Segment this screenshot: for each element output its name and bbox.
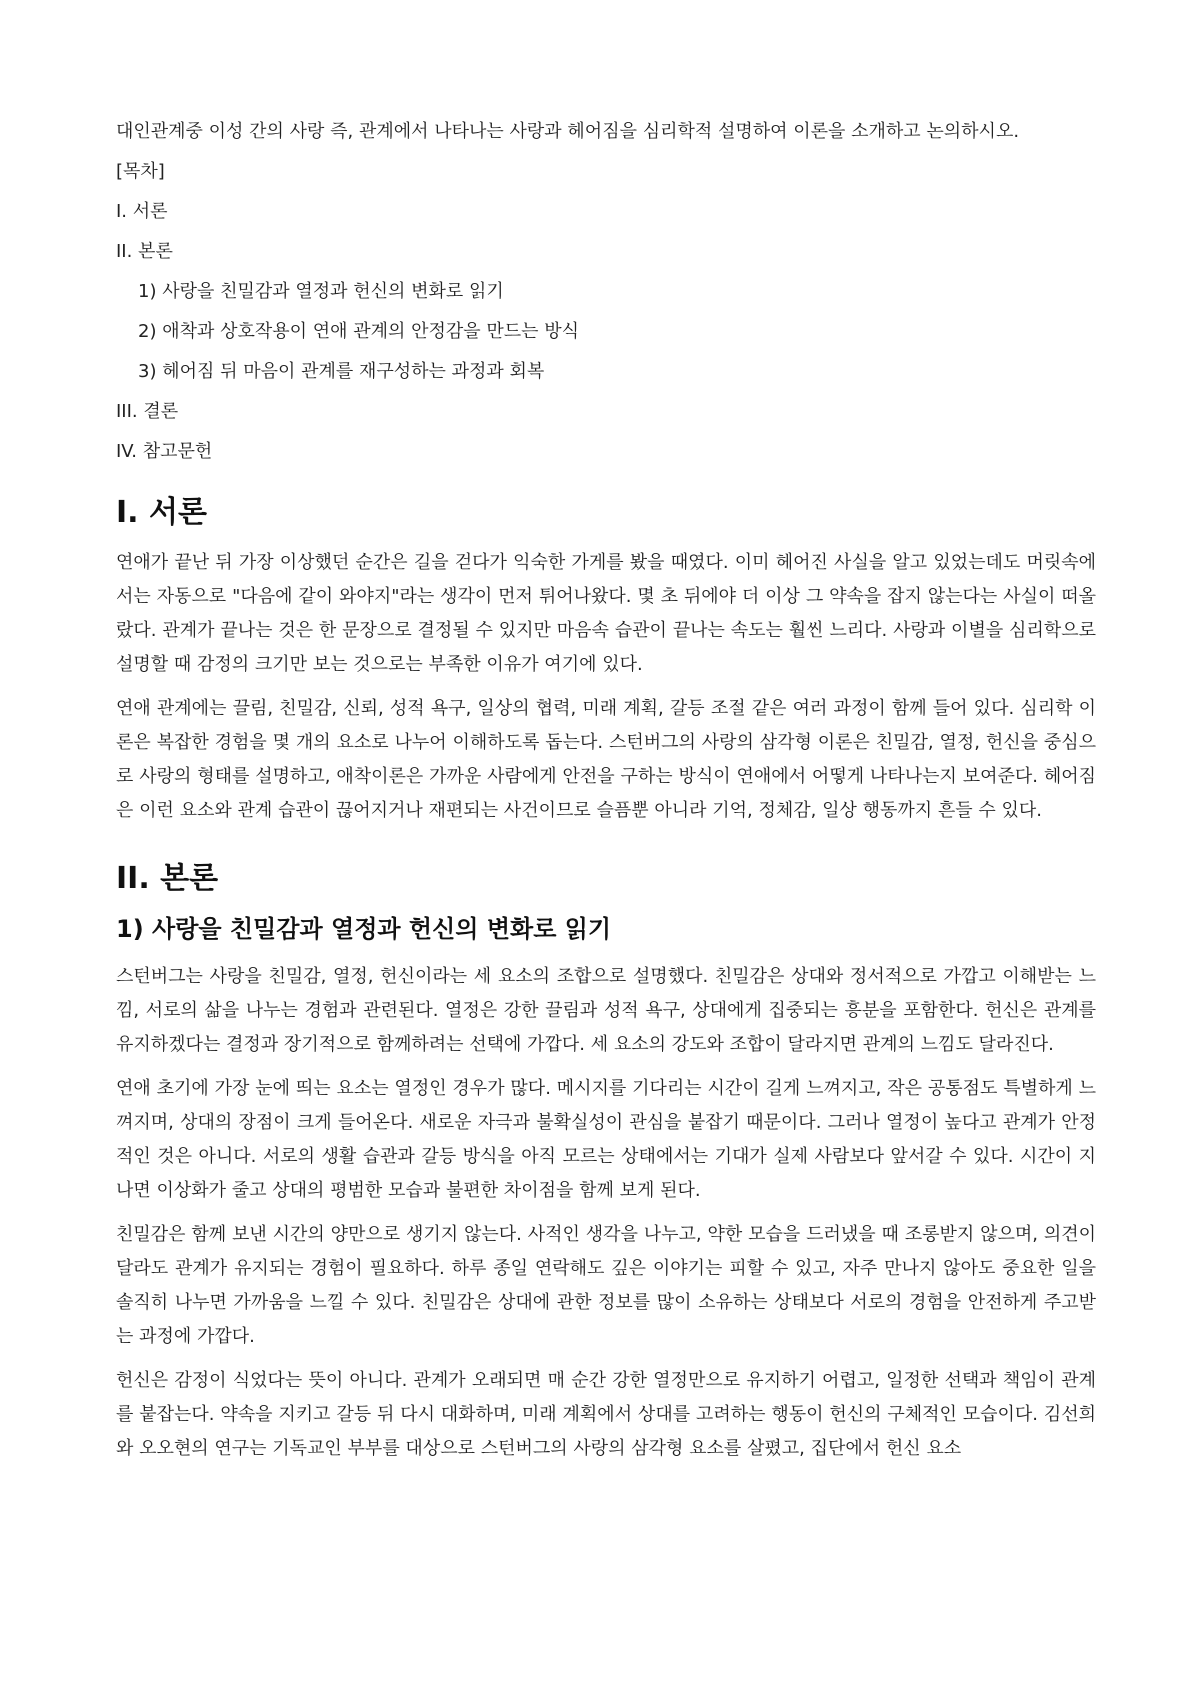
- table-of-contents: [116, 158, 1096, 466]
- toc-heading: [목차]: [116, 161, 165, 182]
- section-heading-body: II. 본론: [116, 861, 219, 896]
- toc-item: I. 서론: [116, 201, 168, 222]
- paragraph: 연애 관계에는 끌림, 친밀감, 신뢰, 성적 욕구, 일상의 협력, 미래 계획, 갈등 조절 같은 여러 과정이 함께 들어 있다. 심리학 이론은 복잡한 경험을 몇 개의 요소로 나누어 이해하도록 돕는다. 스턴버그의 사랑의 삼각형 이론은 친밀감, 열정, 헌신을 중심으로 사랑의 형태를 설명하고, 애착이론은 가까운 사람에게 안전을 구하는 방식이 연애에서 어떻게 나타나는지 보여준다. 헤어짐은 이런 요소와 관계 습관이 끊어지거나 재편되는 사건이므로 슬픔뿐 아니라 기억, 정체감, 일상 행동까지 흔들 수 있다.: [116, 698, 1096, 821]
- section-heading-intro: I. 서론: [116, 495, 207, 530]
- paragraph: 헌신은 감정이 식었다는 뜻이 아니다. 관계가 오래되면 매 순간 강한 열정만으로 유지하기 어렵고, 일정한 선택과 책임이 관계를 붙잡는다. 약속을 지키고 갈등 뒤 다시 대화하며, 미래 계획에서 상대를 고려하는 행동이 헌신의 구체적인 모습이다. 김선희와 오오현의 연구는 기독교인 부부를 대상으로 스턴버그의 사랑의 삼각형 요소를 살폈고, 집단에서 헌신 요소: [116, 1370, 1096, 1459]
- toc-subitem: 1) 사랑을 친밀감과 열정과 헌신의 변화로 읽기: [138, 281, 504, 302]
- document-page: [116, 118, 1096, 1476]
- toc-item: II. 본론: [116, 241, 173, 262]
- toc-subitem: 3) 헤어짐 뒤 마음이 관계를 재구성하는 과정과 회복: [138, 361, 545, 382]
- toc-item: III. 결론: [116, 401, 179, 422]
- paragraph: 친밀감은 함께 보낸 시간의 양만으로 생기지 않는다. 사적인 생각을 나누고, 약한 모습을 드러냈을 때 조롱받지 않으며, 의견이 달라도 관계가 유지되는 경험이 필요하다. 하루 종일 연락해도 깊은 이야기는 피할 수 있고, 자주 만나지 않아도 중요한 일을 솔직히 나누면 가까움을 느낄 수 있다. 친밀감은 상대에 관한 정보를 많이 소유하는 상태보다 서로의 경험을 안전하게 주고받는 과정에 가깝다.: [116, 1224, 1096, 1347]
- paragraph: 연애 초기에 가장 눈에 띄는 요소는 열정인 경우가 많다. 메시지를 기다리는 시간이 길게 느껴지고, 작은 공통점도 특별하게 느껴지며, 상대의 장점이 크게 들어온다. 새로운 자극과 불확실성이 관심을 붙잡기 때문이다. 그러나 열정이 높다고 관계가 안정적인 것은 아니다. 서로의 생활 습관과 갈등 방식을 아직 모르는 상태에서는 기대가 실제 사람보다 앞서갈 수 있다. 시간이 지나면 이상화가 줄고 상대의 평범한 모습과 불편한 차이점을 함께 보게 된다.: [116, 1078, 1096, 1201]
- assignment-question: 대인관계중 이성 간의 사랑 즉, 관계에서 나타나는 사랑과 헤어짐을 심리학적 설명하여 이론을 소개하고 논의하시오.: [116, 121, 1020, 142]
- paragraph: 스턴버그는 사랑을 친밀감, 열정, 헌신이라는 세 요소의 조합으로 설명했다. 친밀감은 상대와 정서적으로 가깝고 이해받는 느낌, 서로의 삶을 나누는 경험과 관련된다. 열정은 강한 끌림과 성적 욕구, 상대에게 집중되는 흥분을 포함한다. 헌신은 관계를 유지하겠다는 결정과 장기적으로 함께하려는 선택에 가깝다. 세 요소의 강도와 조합이 달라지면 관계의 느낌도 달라진다.: [116, 966, 1096, 1055]
- intro-section: [116, 492, 1096, 828]
- subsection-heading: 1) 사랑을 친밀감과 열정과 헌신의 변화로 읽기: [116, 915, 612, 943]
- toc-subitem: 2) 애착과 상호작용이 연애 관계의 안정감을 만드는 방식: [138, 321, 580, 342]
- body-section: [116, 858, 1096, 1466]
- toc-item: IV. 참고문헌: [116, 441, 213, 462]
- paragraph: 연애가 끝난 뒤 가장 이상했던 순간은 길을 걷다가 익숙한 가게를 봤을 때였다. 이미 헤어진 사실을 알고 있었는데도 머릿속에서는 자동으로 "다음에 같이 와야지"라는 생각이 먼저 튀어나왔다. 몇 초 뒤에야 더 이상 그 약속을 잡지 않는다는 사실이 떠올랐다. 관계가 끝나는 것은 한 문장으로 결정될 수 있지만 마음속 습관이 끝나는 속도는 훨씬 느리다. 사랑과 이별을 심리학으로 설명할 때 감정의 크기만 보는 것으로는 부족한 이유가 여기에 있다.: [116, 552, 1096, 675]
